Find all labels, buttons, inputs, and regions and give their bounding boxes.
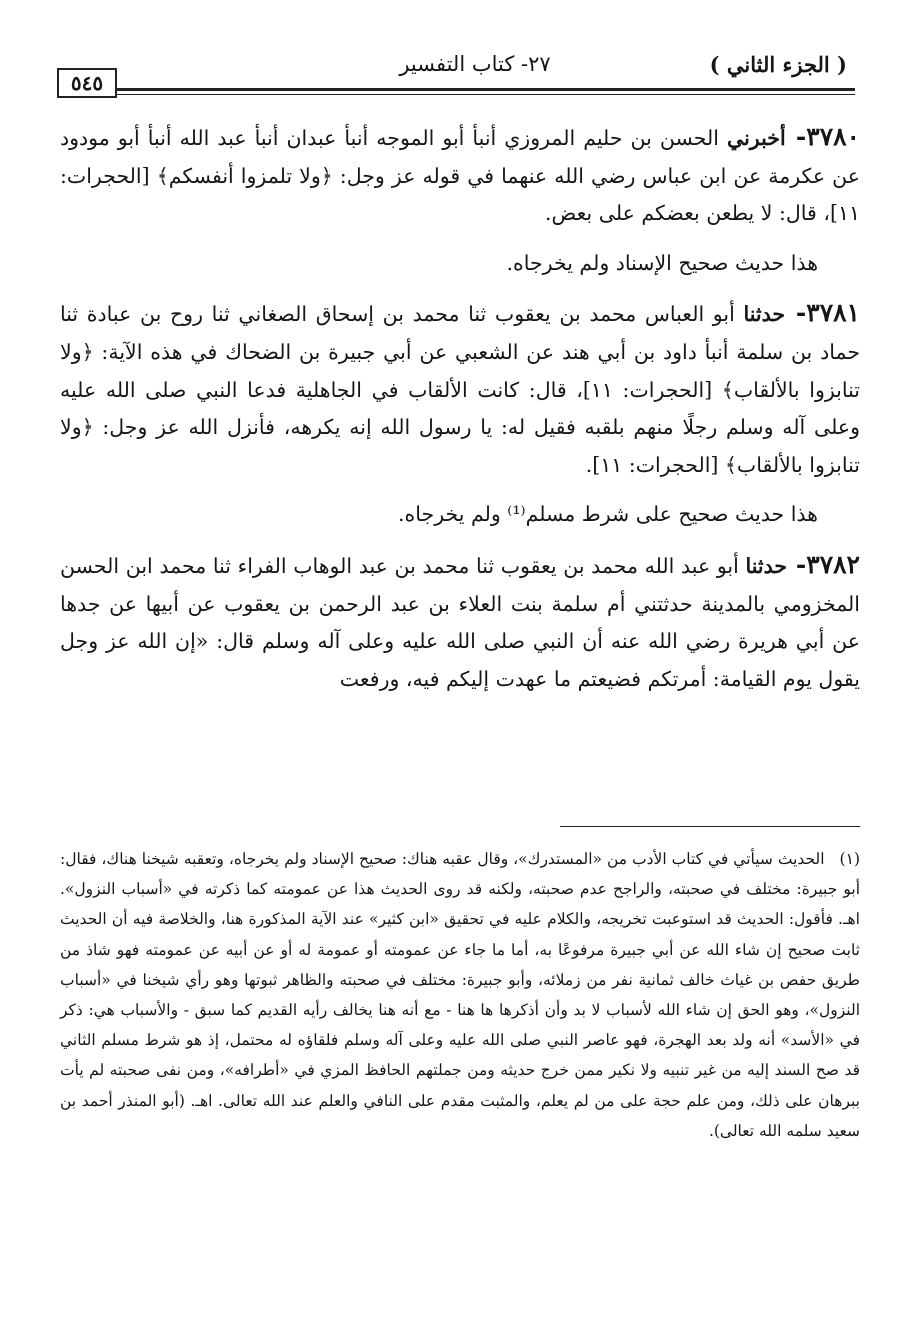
- hadith-paragraph: ٣٧٨٠- أخبرني الحسن بن حليم المروزي أنبأ أبو الموجه أنبأ عبدان أنبأ عبد الله أنبأ أبو مودود عن عكرمة عن ابن عباس رضي الله عنهما في قوله عز وجل: ﴿ولا تلمزوا أنفسكم﴾ [الحجرات: ١١]، قال: لا يطعن بعضكم على بعض.: [60, 122, 860, 226]
- header-rule-thin: [62, 94, 855, 95]
- hadith-paragraph: ٣٧٨١- حدثنا أبو العباس محمد بن يعقوب ثنا محمد بن إسحاق الصغاني ثنا روح بن عبادة ثنا حماد بن سلمة أنبأ داود بن أبي هند عن الشعبي عن أبي جبيرة بن الضحاك في هذه الآية: ﴿ولا تنابزوا بالألقاب﴾ [الحجرات: ١١]، قال: كانت الألقاب في الجاهلية فدعا النبي صلى الله عليه وعلى آله وسلم رجلًا منهم بلقبه فقيل له: يا رسول الله إنه يكرهه، فأنزل الله عز وجل: ﴿ولا تنابزوا بالألقاب﴾ [الحجرات: ١١].: [60, 298, 860, 477]
- hadith-text: أبو عبد الله محمد بن يعقوب ثنا محمد بن عبد الوهاب الفراء ثنا محمد ابن الحسن المخزومي بالمدينة حدثتني أم سلمة بنت العلاء بن عبد الرحمن بن يعقوب عن أبيها عن جدها عن أبي هريرة رضي الله عنه أن النبي صلى الله عليه وعلى آله وسلم قال: «إن الله عز وجل يقول يوم القيامة: أمرتكم فضيعتم ما عهدت إليكم فيه، ورفعت: [60, 553, 860, 691]
- header-rule-thick: [62, 88, 855, 91]
- narration-verb: أخبرني: [727, 126, 786, 150]
- main-text: [60, 118, 860, 710]
- hadith-verdict: هذا حديث صحيح الإسناد ولم يخرجاه.: [506, 250, 818, 275]
- volume-label: ( الجزء الثاني ): [709, 52, 847, 77]
- running-header: [55, 44, 855, 95]
- narration-verb: حدثنا: [743, 302, 786, 327]
- hadith-number: ٣٧٨٠: [806, 122, 860, 151]
- footnote-text: الحديث سيأتي في كتاب الأدب من «المستدرك»، وقال عقبه هناك: صحيح الإسناد ولم يخرجاه، وتعقبه شيخنا هناك، فقال: أبو جبيرة: مختلف في صحبته، والراجح عدم صحبته، ولكنه قد روى الحديث هذا عن عمومته كما ذكرته في «أسباب النزول». اهـ. فأقول: الحديث قد استوعبت تخريجه، والكلام عليه في تحقيق «ابن كثير» عند الآية المذكورة هنا، والخلاصة فيه أن الحديث ثابت صحيح إن شاء الله عن أبي جبيرة مرفوعًا به، أما ما جاء عن عمومته أو عمومة له أو عن أبيه عن عمومته فهو شاذ من طريق حفص بن غياث خالف ثمانية نفر من زملائه، وأبو جبيرة: مختلف في صحبته والظاهر ثبوتها وهو رأي شيخنا في «أسباب النزول»، وهو الحق إن شاء الله لأسباب لا بد وأن أذكرها ها هنا - مع أنه هنا يخالف رأيه القديم كما سبق - والأسباب هي: ذكر في «الأسد» أنه ولد بعد الهجرة، فهو عاصر النبي صلى الله عليه وعلى آله وسلم فلقاؤه له محتمل، إذ هو شرط مسلم الثاني قد صح السند إليه من غير تنبيه ولا نكير ممن خرج حديثه ومن جملتهم الحافظ المزي في «أطرافه»، ومن نفى صحبته لم يأت ببرهان على ذلك، ومن علم حجة على من لم يعلم، والمثبت مقدم على النافي والعلم عند الله تعالى. اهـ. (أبو المنذر أحمد بن سعيد سلمه الله تعالى).: [60, 850, 860, 1140]
- hadith-text: الحسن بن حليم المروزي أنبأ أبو الموجه أنبأ عبدان أنبأ عبد الله أنبأ أبو مودود عن عكرمة عن ابن عباس رضي الله عنهما في قوله عز وجل: ﴿ولا تلمزوا أنفسكم﴾ [الحجرات: ١١]، قال: لا يطعن بعضكم على بعض.: [60, 126, 860, 226]
- footnote-separator: [560, 826, 860, 827]
- page-number: ٥٤٥: [57, 68, 117, 98]
- hadith-number: ٣٧٨١: [806, 298, 860, 328]
- hadith-text: أبو العباس محمد بن يعقوب ثنا محمد بن إسحاق الصغاني ثنا روح بن عبادة ثنا حماد بن سلمة أنبأ داود بن أبي هند عن الشعبي عن أبي جبيرة بن الضحاك في هذه الآية: ﴿ولا تنابزوا بالألقاب﴾ [الحجرات: ١١]، قال: كانت الألقاب في الجاهلية فدعا النبي صلى الله عليه وعلى آله وسلم رجلًا منهم بلقبه فقيل له: يا رسول الله إنه يكرهه، فأنزل الله عز وجل: ﴿ولا تنابزوا بالألقاب﴾ [الحجرات: ١١].: [60, 302, 860, 477]
- narration-verb: حدثنا: [745, 553, 788, 578]
- hadith-verdict: هذا حديث صحيح على شرط مسلم⁽¹⁾ ولم يخرجاه.: [398, 502, 818, 527]
- footnotes: [60, 844, 860, 1146]
- footnote-marker: (١): [839, 850, 860, 868]
- chapter-title: ٢٧- كتاب التفسير: [399, 52, 551, 76]
- hadith-number: ٣٧٨٢: [806, 549, 860, 579]
- hadith-paragraph: ٣٧٨٢- حدثنا أبو عبد الله محمد بن يعقوب ثنا محمد بن عبد الوهاب الفراء ثنا محمد ابن الحسن المخزومي بالمدينة حدثتني أم سلمة بنت العلاء بن عبد الرحمن بن يعقوب عن أبيها عن جدها عن أبي هريرة رضي الله عنه أن النبي صلى الله عليه وعلى آله وسلم قال: «إن الله عز وجل يقول يوم القيامة: أمرتكم فضيعتم ما عهدت إليكم فيه، ورفعت: [60, 549, 860, 691]
